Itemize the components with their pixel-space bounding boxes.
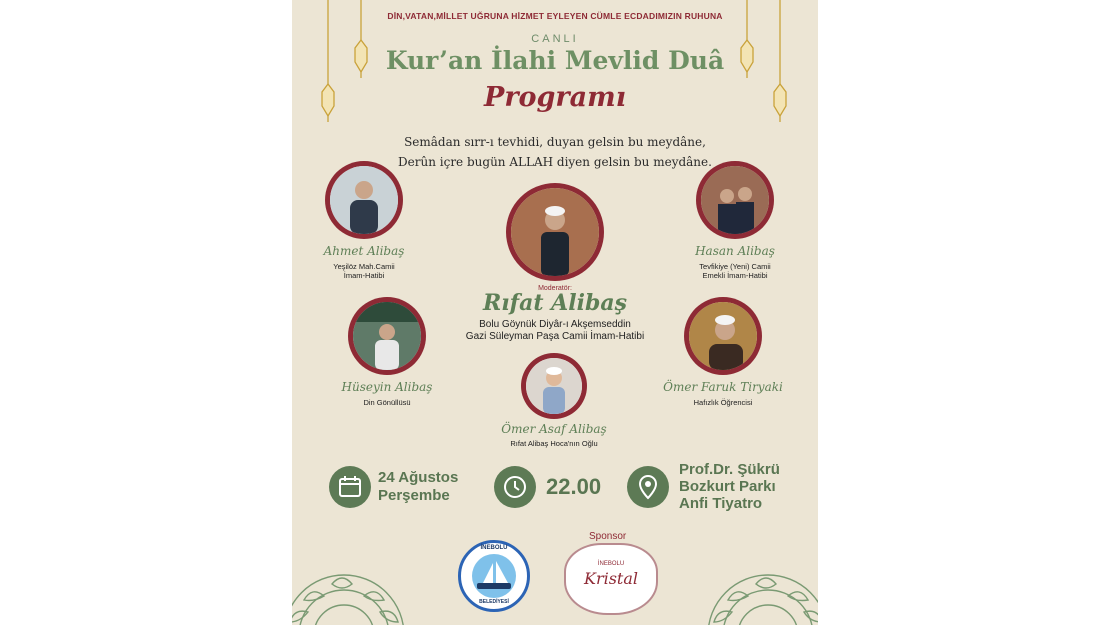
speaker-name: Ahmet Alibaş [323,244,405,258]
dedication-text: DİN,VATAN,MİLLET UĞRUNA HİZMET EYLEYEN CÜMLE ECDADIMIZIN RUHUNA [387,11,723,21]
person-silhouette-icon [526,358,582,414]
speaker-photo [696,161,774,239]
program-subtitle: Programı [484,82,626,113]
sponsor-label: Sponsor [589,531,627,542]
speaker-role: Hafızlık Öğrencisi [693,398,753,407]
speaker-name: Hasan Alibaş [695,244,775,258]
person-silhouette-icon [330,166,398,234]
speaker-role: Tevfikiye (Yeni) Camii [699,262,771,271]
moderator-photo [506,183,604,281]
speaker-name: Ömer Asaf Alibaş [501,422,607,436]
speaker-name: Hüseyin Alibaş [341,380,433,394]
event-date [378,469,458,505]
logo-text: İNEBOLU [597,561,625,567]
clock-icon [494,466,536,508]
event-poster [292,0,818,625]
live-label: CANLI [531,33,579,45]
person-silhouette-icon [511,188,599,276]
event-time: 22.00 [546,474,602,499]
event-location-line: Prof.Dr. Şükrü [679,461,780,478]
speaker-role: İmam-Hatibi [343,271,385,280]
event-location [679,461,780,512]
verse-line-1: Semâdan sırr-ı tevhidi, duyan gelsin bu meydâne, [404,135,706,149]
moderator-label: Moderatör: [538,285,572,292]
speaker-photo [325,161,403,239]
calendar-icon [329,466,371,508]
speaker-name: Ömer Faruk Tiryaki [663,380,783,394]
speaker-role: Emekli İmam-Hatibi [702,271,768,280]
person-silhouette-icon [689,302,757,370]
moderator-name: Rıfat Alibaş [483,290,627,316]
event-location-line: Anfi Tiyatro [679,495,763,512]
logo-text: BELEDİYESİ [479,599,509,605]
program-title: Kur’an İlahi Mevlid Duâ [385,46,725,75]
location-pin-icon [627,466,669,508]
verse-line-2: Derûn içre bugün ALLAH diyen gelsin bu meydâne. [398,155,712,169]
moderator-role: Gazi Süleyman Paşa Camii İmam-Hatibi [465,331,645,342]
person-silhouette-icon [353,302,421,370]
speaker-role: Yeşilöz Mah.Camii [333,262,395,271]
logo-text: İNEBOLU [480,545,508,551]
person-silhouette-icon [701,166,769,234]
logo-text: Kristal [583,569,638,588]
mandala-ornament-icon [702,540,818,625]
kristal-logo [564,543,658,615]
event-date-day: 24 Ağustos [378,469,459,486]
municipality-logo [458,540,530,612]
event-date-weekday: Perşembe [378,487,450,504]
speaker-role: Din Gönüllüsü [363,398,411,407]
event-location-line: Bozkurt Parkı [679,478,776,495]
moderator-role: Bolu Göynük Diyâr-ı Akşemseddin [479,319,631,330]
speaker-photo [521,353,587,419]
mandala-ornament-icon [292,540,412,625]
speaker-photo [348,297,426,375]
speaker-role: Rıfat Alibaş Hoca'nın Oğlu [510,439,598,448]
speaker-photo [684,297,762,375]
